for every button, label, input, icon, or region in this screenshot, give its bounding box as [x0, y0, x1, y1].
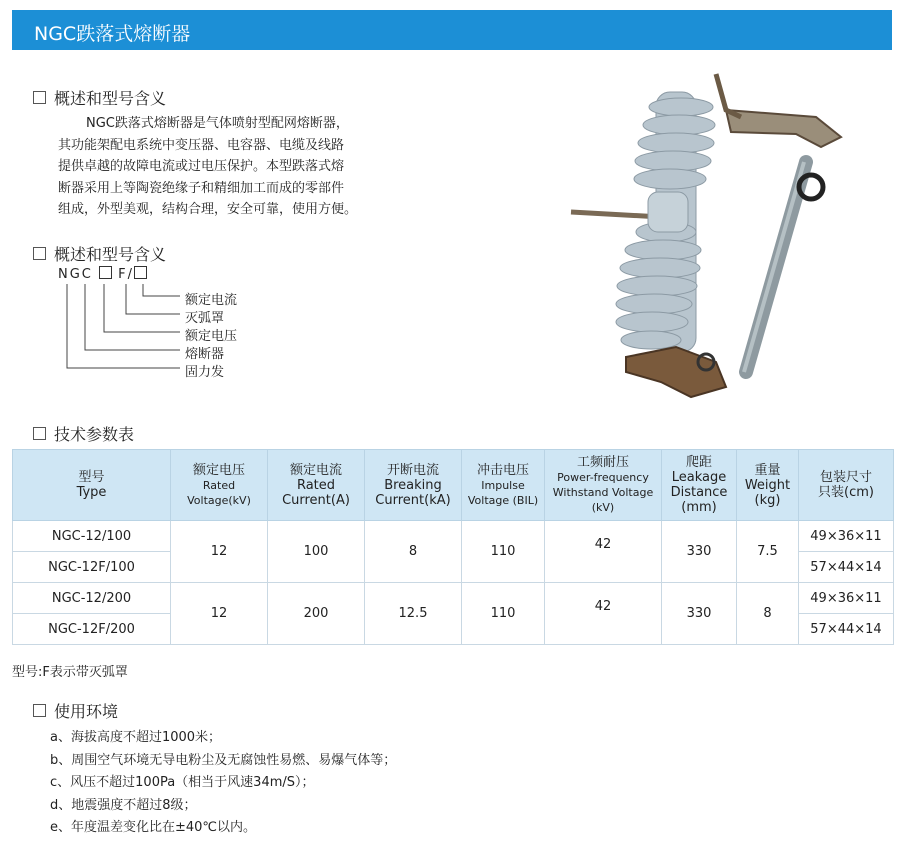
- specs-heading: [33, 422, 134, 445]
- table-row: [13, 521, 894, 552]
- model-heading: [33, 242, 166, 265]
- cell-impulse: 110: [462, 583, 545, 645]
- square-bullet-icon: [33, 91, 46, 104]
- col-header-leakage: 爬距 Leakage Distance (mm): [662, 450, 737, 521]
- cell-voltage: 12: [171, 521, 268, 583]
- col-header-power-freq: 工频耐压 Power-frequency Withstand Voltage (kV): [545, 450, 662, 521]
- list-item: d、地震强度不超过8级；: [50, 797, 197, 813]
- overview-line: 组成，外型美观，结构合理，安全可靠，使用方便。: [58, 202, 358, 217]
- legend-brand: 固力发: [185, 365, 225, 380]
- model-code: [58, 266, 147, 282]
- cell-type: NGC-12/100: [13, 521, 171, 552]
- cell-current: 200: [268, 583, 365, 645]
- col-header-breaking: 开断电流 Breaking Current(kA): [365, 450, 462, 521]
- overview-line: NGC跌落式熔断器是气体喷射型配网熔断器，: [86, 116, 349, 131]
- model-code-prefix: NGC: [58, 267, 93, 282]
- fuse-product-image: [566, 62, 856, 402]
- overview-line: 断器采用上等陶瓷绝缘子和精细加工而成的零部件: [58, 180, 345, 196]
- cell-breaking: 12.5: [365, 583, 462, 645]
- title-bar: [12, 10, 892, 50]
- cell-type: NGC-12/200: [13, 583, 171, 614]
- list-item: b、周围空气环境无导电粉尘及无腐蚀性易燃、易爆气体等；: [50, 752, 397, 768]
- environment-heading: [33, 699, 118, 722]
- legend-rated-current: 额定电流: [185, 293, 238, 308]
- square-bullet-icon: [33, 704, 46, 717]
- model-code-mid: F/: [118, 267, 135, 282]
- cell-pack: 57×44×14: [799, 552, 894, 583]
- square-bullet-icon: [33, 247, 46, 260]
- overview-heading: [33, 86, 166, 109]
- col-header-impulse: 冲击电压 Impulse Voltage (BIL): [462, 450, 545, 521]
- cell-voltage: 12: [171, 583, 268, 645]
- cell-pack: 49×36×11: [799, 521, 894, 552]
- list-item: a、海拔高度不超过1000米；: [50, 730, 222, 745]
- environment-heading-text: 使用环境: [54, 702, 119, 721]
- col-header-current: 额定电流 Rated Current(A): [268, 450, 365, 521]
- cell-impulse: 110: [462, 521, 545, 583]
- specs-heading-text: 技术参数表: [54, 425, 135, 444]
- table-row: [13, 583, 894, 614]
- page-title: NGC跌落式熔断器: [34, 23, 191, 45]
- cell-power-freq: 42: [545, 521, 662, 583]
- cell-weight: 7.5: [737, 521, 799, 583]
- overview-heading-text: 概述和型号含义: [54, 89, 167, 108]
- placeholder-box-icon: [134, 266, 147, 279]
- cell-type: NGC-12F/100: [13, 552, 171, 583]
- placeholder-box-icon: [99, 266, 112, 279]
- model-heading-text: 概述和型号含义: [54, 245, 167, 264]
- square-bullet-icon: [33, 427, 46, 440]
- cell-breaking: 8: [365, 521, 462, 583]
- list-item: c、风压不超过100Pa（相当于风速34m/S）；: [50, 775, 315, 790]
- legend-arc-chute: 灭弧罩: [185, 311, 225, 326]
- col-header-weight: 重量 Weight (kg): [737, 450, 799, 521]
- table-header-row: [13, 450, 894, 521]
- spec-table: [12, 449, 894, 645]
- cell-leakage: 330: [662, 583, 737, 645]
- overview-paragraph: [58, 113, 398, 221]
- cell-power-freq: 42: [545, 583, 662, 645]
- model-legend-lines: [60, 282, 190, 382]
- overview-line: 其功能架配电系统中变压器、电容器、电缆及线路: [58, 137, 345, 153]
- list-item: e、年度温差变化比在±40℃以内。: [50, 820, 257, 835]
- overview-line: 提供卓越的故障电流或过电压保护。本型跌落式熔: [58, 159, 345, 174]
- cell-pack: 49×36×11: [799, 583, 894, 614]
- table-note: 型号:F表示带灭弧罩: [12, 665, 128, 680]
- col-header-voltage: 额定电压 Rated Voltage(kV): [171, 450, 268, 521]
- cell-type: NGC-12F/200: [13, 614, 171, 645]
- environment-list: [50, 727, 396, 840]
- cell-pack: 57×44×14: [799, 614, 894, 645]
- legend-rated-voltage: 额定电压: [185, 329, 238, 344]
- col-header-type: 型号 Type: [13, 450, 171, 521]
- cell-weight: 8: [737, 583, 799, 645]
- cell-current: 100: [268, 521, 365, 583]
- col-header-pack: 包装尺寸 只装(cm): [799, 450, 894, 521]
- legend-fuse: 熔断器: [185, 347, 225, 362]
- cell-leakage: 330: [662, 521, 737, 583]
